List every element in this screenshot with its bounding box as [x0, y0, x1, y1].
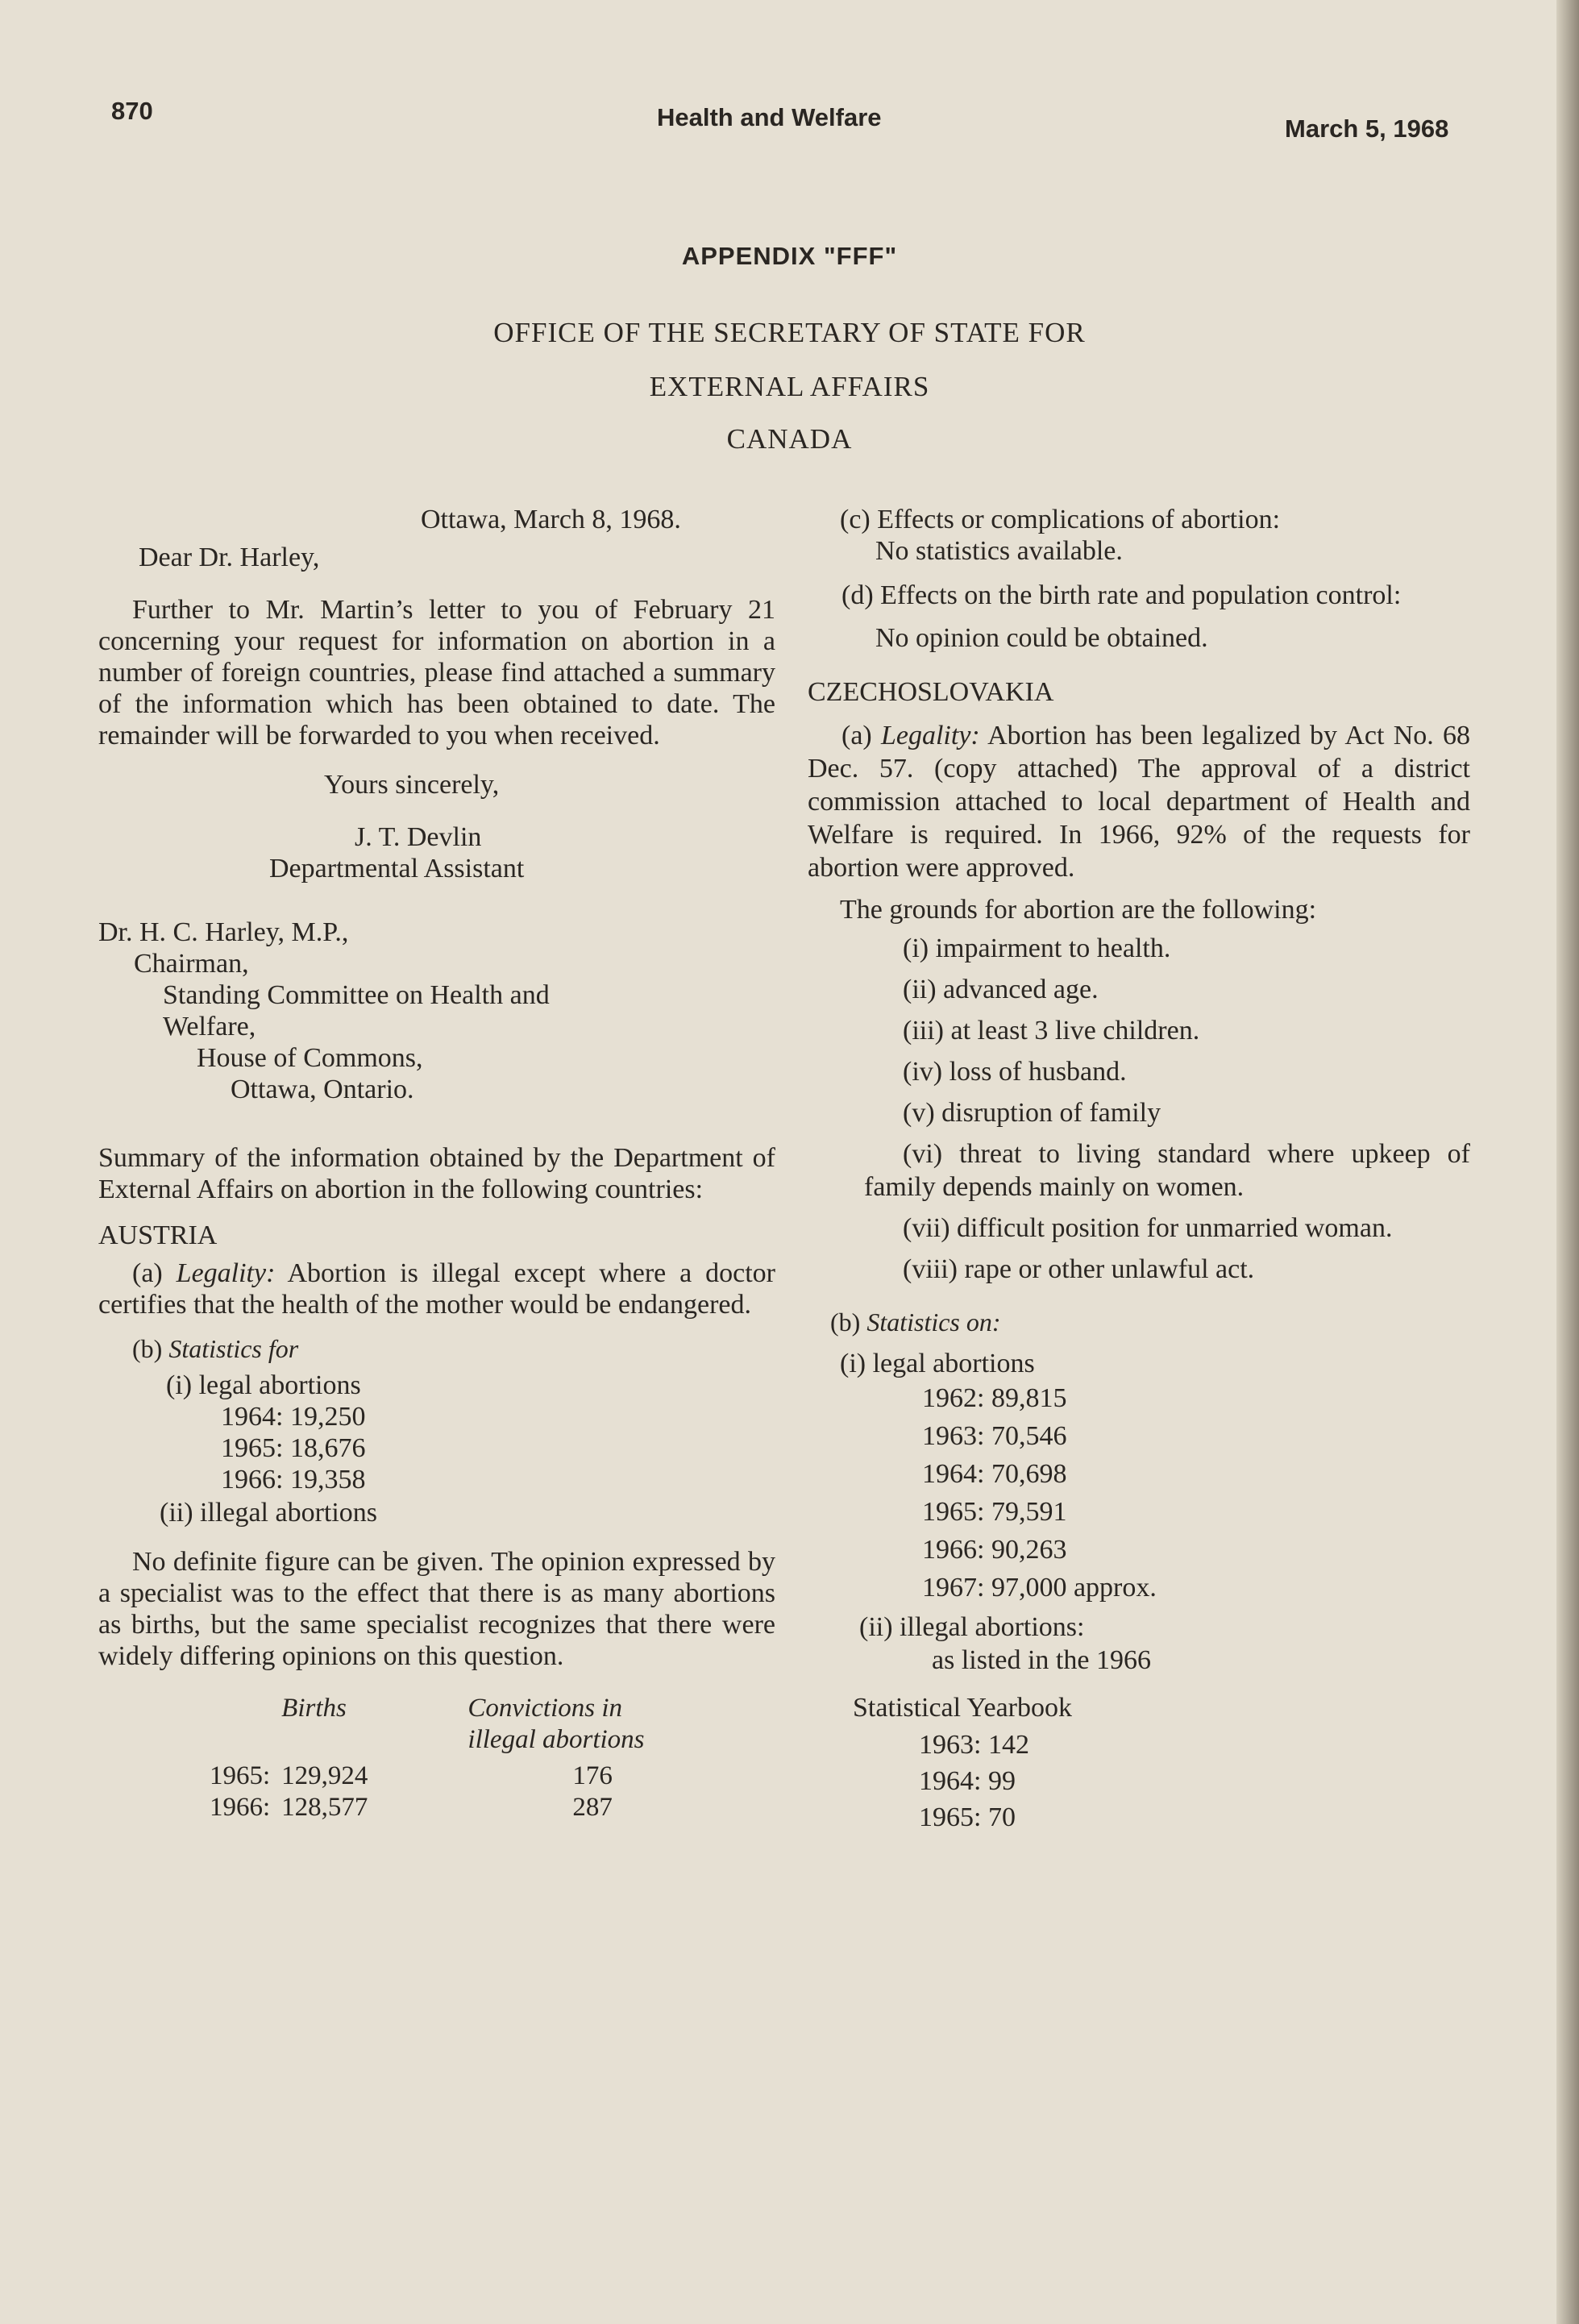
czech-statistics-label: Statistics on: — [866, 1308, 1001, 1337]
addressee-block — [98, 917, 775, 1105]
right-column — [808, 504, 1470, 1836]
czech-statistics-heading — [808, 1307, 1470, 1338]
addressee-line: Standing Committee on Health and — [163, 980, 550, 1010]
austria-legality-text: Abortion is illegal except where a doctor certifies that the health of the mother would be endangered. — [98, 1258, 776, 1320]
austria-legality-label: Legality: — [176, 1258, 276, 1288]
list-item: (ii) advanced age. — [903, 975, 1099, 1004]
czech-legality-text: Abortion has been legalized by Act No. 68 Dec. 57. (copy attached) The approval of a district commission attached to local department of Health and Welfare is required. In 1966, 92% of the requests for abortion were approved. — [808, 721, 1470, 883]
czech-legal-stats — [808, 1379, 1470, 1607]
country-heading: CANADA — [726, 423, 853, 455]
table-row — [210, 1792, 656, 1823]
czech-heading: CZECHOSLOVAKIA — [808, 677, 1054, 707]
stat-row: 1965: 79,591 — [922, 1497, 1067, 1527]
page-number: 870 — [111, 97, 153, 125]
addressee-line: Welfare, — [163, 1012, 256, 1041]
addressee-line: Dr. H. C. Harley, M.P., — [98, 917, 349, 947]
list-item: (vii) difficult position for unmarried woman. — [903, 1213, 1393, 1243]
austria-birthrate-heading: (d) Effects on the birth rate and population control: — [841, 580, 1402, 610]
table-year-cell: 1965: — [210, 1761, 271, 1790]
czech-legality-prefix: (a) — [841, 721, 872, 750]
letter-place-date: Ottawa, March 8, 1968. — [421, 505, 681, 534]
signer-title: Departmental Assistant — [269, 854, 525, 883]
austria-legality-prefix: (a) — [132, 1258, 163, 1288]
addressee-line: House of Commons, — [197, 1043, 423, 1073]
list-item: (viii) rape or other unlawful act. — [903, 1254, 1255, 1284]
austria-heading: AUSTRIA — [98, 1220, 218, 1250]
stat-row: 1963: 142 — [919, 1730, 1029, 1760]
czech-illegal-stats — [808, 1727, 1470, 1836]
table-year-cell: 1966: — [210, 1793, 271, 1822]
office-line-2: EXTERNAL AFFAIRS — [649, 371, 930, 402]
letter-closing: Yours sincerely, — [324, 770, 500, 800]
list-item: (iii) at least 3 live children. — [903, 1016, 1200, 1046]
austria-effects-value: No statistics available. — [875, 536, 1123, 566]
signer-name: J. T. Devlin — [355, 822, 482, 852]
stat-row: 1964: 99 — [919, 1766, 1016, 1796]
stat-row: 1964: 70,698 — [922, 1459, 1067, 1489]
stat-row: 1965: 70 — [919, 1802, 1016, 1832]
czech-illegal-source-2: Statistical Yearbook — [853, 1693, 1072, 1723]
czech-legality-label: Legality: — [880, 721, 980, 750]
austria-legal-row: 1964: 19,250 — [221, 1402, 366, 1432]
czech-grounds-list — [808, 932, 1470, 1286]
czech-legal-label: (i) legal abortions — [840, 1349, 1035, 1378]
austria-statistics-prefix: (b) — [132, 1334, 163, 1363]
list-item: (vi) threat to living standard where upkeep of family depends mainly on women. — [864, 1139, 1470, 1202]
stat-row: 1966: 90,263 — [922, 1535, 1067, 1565]
austria-birthrate-value: No opinion could be obtained. — [875, 623, 1208, 653]
austria-illegal-label: (ii) illegal abortions — [160, 1498, 378, 1528]
austria-legal-label: (i) legal abortions — [166, 1370, 361, 1400]
table-convictions-cell: 287 — [572, 1793, 613, 1822]
czech-grounds-intro: The grounds for abortion are the following: — [840, 895, 1317, 925]
austria-statistics-heading — [98, 1333, 775, 1365]
addressee-line: Ottawa, Ontario. — [231, 1075, 414, 1104]
running-title: Health and Welfare — [657, 103, 882, 131]
appendix-title: APPENDIX "FFF" — [681, 242, 898, 270]
stat-row: 1963: 70,546 — [922, 1421, 1067, 1451]
list-item: (v) disruption of family — [903, 1098, 1161, 1128]
addressee-line: Chairman, — [134, 949, 249, 979]
list-item: (iv) loss of husband. — [903, 1057, 1127, 1087]
austria-statistics-label: Statistics for — [168, 1334, 299, 1363]
austria-legal-row: 1966: 19,358 — [221, 1465, 366, 1495]
header-date: March 5, 1968 — [1285, 114, 1449, 143]
czech-legality — [808, 719, 1470, 884]
summary-intro: Summary of the information obtained by the Department of External Affairs on abortion in the following countries: — [98, 1143, 775, 1204]
left-column — [98, 504, 775, 1823]
letter-salutation: Dear Dr. Harley, — [139, 543, 320, 572]
table-births-cell: 128,577 — [281, 1793, 368, 1822]
austria-effects-heading: (c) Effects or complications of abortion: — [840, 505, 1281, 534]
table-header-row — [210, 1693, 656, 1756]
stat-row: 1967: 97,000 approx. — [922, 1573, 1157, 1603]
austria-legal-row: 1965: 18,676 — [221, 1433, 366, 1463]
births-column-header: Births — [281, 1694, 347, 1723]
austria-note: No definite figure can be given. The opinion expressed by a specialist was to the effect that there is as many abortions as births, but the same specialist recognizes that there were widely differing opinions on this question. — [98, 1547, 775, 1671]
czech-illegal-label: (ii) illegal abortions: — [859, 1612, 1085, 1642]
table-births-cell: 129,924 — [281, 1761, 368, 1790]
czech-illegal-source-1: as listed in the 1966 — [932, 1645, 1151, 1675]
list-item: (i) impairment to health. — [903, 933, 1171, 963]
table-row — [210, 1756, 656, 1792]
czech-statistics-prefix: (b) — [830, 1308, 861, 1337]
stat-row: 1962: 89,815 — [922, 1383, 1067, 1413]
table-convictions-cell: 176 — [572, 1761, 613, 1790]
convictions-column-header: Convictions in illegal abortions — [467, 1694, 645, 1754]
austria-legality — [98, 1258, 775, 1320]
office-line-1: OFFICE OF THE SECRETARY OF STATE FOR — [493, 317, 1086, 348]
letter-body: Further to Mr. Martin’s letter to you of February 21 concerning your request for information on abortion in a number of foreign countries, please find attached a summary of the information which has been obtained to date. The remainder will be forwarded to you when received. — [98, 595, 775, 750]
austria-births-table — [210, 1693, 656, 1823]
